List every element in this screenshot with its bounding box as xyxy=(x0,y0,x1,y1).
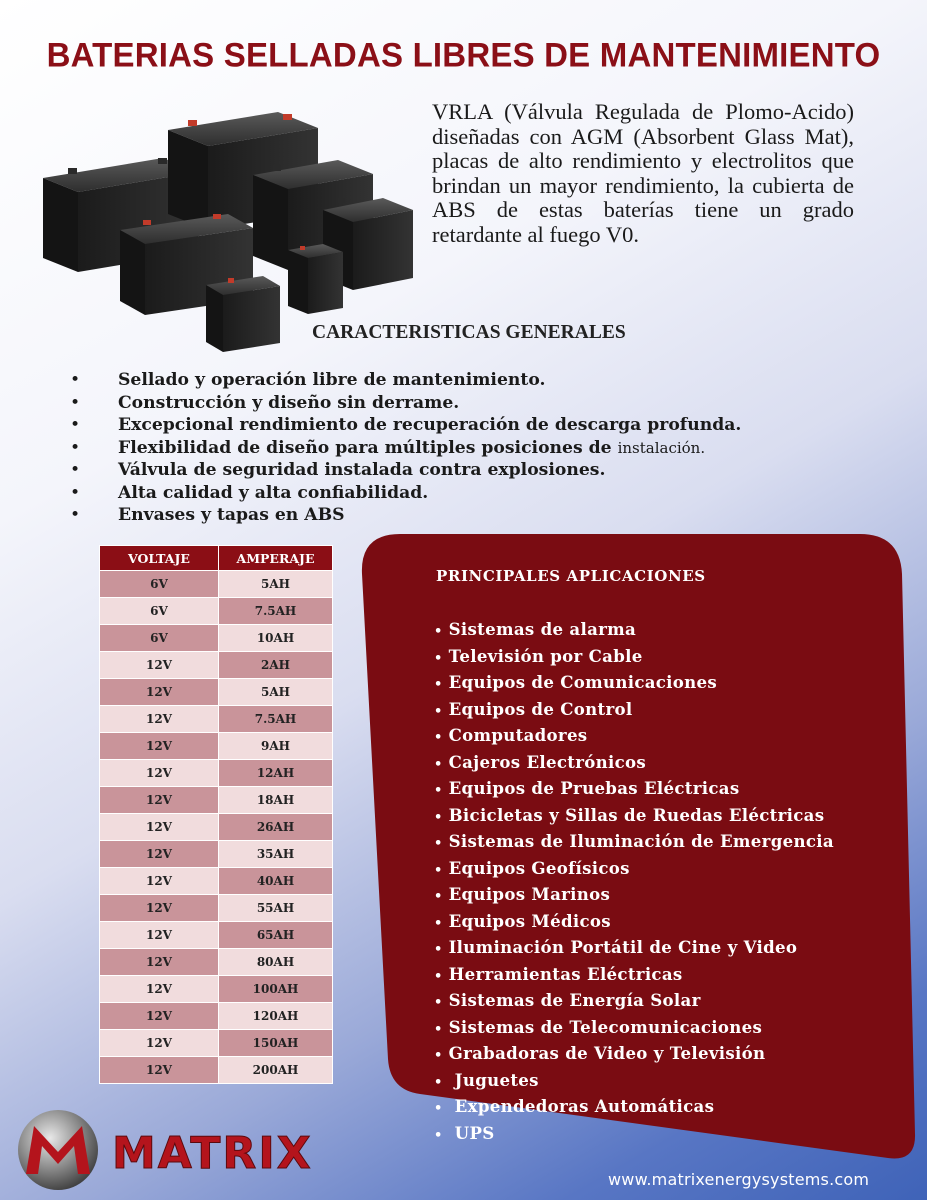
voltage-cell: 6V xyxy=(100,625,219,652)
bullet-icon: • xyxy=(434,1101,443,1116)
amperage-cell: 12AH xyxy=(219,760,333,787)
amperage-cell: 26AH xyxy=(219,814,333,841)
bullet-icon: • xyxy=(434,1127,443,1143)
column-header-amperage: AMPERAJE xyxy=(219,546,333,571)
list-item: • Equipos de Control xyxy=(434,698,633,719)
table-row xyxy=(100,1057,333,1084)
amperage-cell: 200AH xyxy=(219,1057,333,1084)
voltage-cell: 12V xyxy=(100,949,219,976)
list-item: • Bicicletas y Sillas de Ruedas Eléctricas xyxy=(434,804,825,825)
website-link[interactable]: www.matrixenergysystems.com xyxy=(608,1170,870,1189)
bullet-icon: • xyxy=(70,482,81,503)
bullet-icon: • xyxy=(70,415,81,435)
feature-item: • Sellado y operación libre de mantenimiento. xyxy=(70,370,546,390)
voltage-cell: 12V xyxy=(100,679,219,706)
list-item: • Equipos de Comunicaciones xyxy=(434,672,718,692)
bullet-icon: • xyxy=(434,703,443,719)
list-item: • Juguetes xyxy=(434,1069,539,1090)
voltage-cell: 6V xyxy=(100,598,219,625)
features-list xyxy=(70,370,741,528)
column-header-voltage: VOLTAJE xyxy=(100,546,219,571)
amperage-cell: 80AH xyxy=(219,949,333,976)
voltage-cell: 12V xyxy=(100,922,219,949)
amperage-cell: 5AH xyxy=(219,571,333,598)
applications-list xyxy=(434,619,834,1149)
amperage-cell: 9AH xyxy=(219,733,333,760)
list-item: • Cajeros Electrónicos xyxy=(434,751,647,772)
list-item: • Equipos Médicos xyxy=(434,910,611,931)
bullet-icon: • xyxy=(434,915,443,931)
table-row xyxy=(100,868,333,895)
feature-item: • Flexibilidad de diseño para múltiples posiciones de instalación. xyxy=(70,437,706,458)
bullet-icon: • xyxy=(434,809,443,825)
bullet-icon: • xyxy=(434,942,443,957)
table-header-row xyxy=(100,546,333,571)
voltage-cell: 12V xyxy=(100,733,219,760)
bullet-icon: • xyxy=(70,460,81,480)
voltage-cell: 12V xyxy=(100,814,219,841)
list-item: • Iluminación Portátil de Cine y Video xyxy=(434,937,798,957)
table-row xyxy=(100,1030,333,1057)
voltage-cell: 12V xyxy=(100,895,219,922)
voltage-cell: 12V xyxy=(100,787,219,814)
voltage-cell: 12V xyxy=(100,1003,219,1030)
voltage-cell: 12V xyxy=(100,760,219,787)
bullet-icon: • xyxy=(434,995,443,1010)
table-row xyxy=(100,841,333,868)
table-row xyxy=(100,949,333,976)
list-item: • Grabadoras de Video y Televisión xyxy=(434,1043,766,1063)
bullet-icon: • xyxy=(434,756,443,772)
voltage-cell: 6V xyxy=(100,571,219,598)
table-row xyxy=(100,814,333,841)
bullet-icon: • xyxy=(434,624,443,639)
voltage-cell: 12V xyxy=(100,1030,219,1057)
amperage-cell: 7.5AH xyxy=(219,598,333,625)
feature-item: • Válvula de seguridad instalada contra explosiones. xyxy=(70,460,606,480)
table-row xyxy=(100,787,333,814)
list-item: • Expendedoras Automáticas xyxy=(434,1096,715,1116)
amperage-cell: 150AH xyxy=(219,1030,333,1057)
matrix-sphere-icon xyxy=(18,1110,98,1190)
feature-item: • Envases y tapas en ABS xyxy=(70,505,345,525)
list-item: • Sistemas de alarma xyxy=(434,619,637,639)
feature-item: • Construcción y diseño sin derrame. xyxy=(70,392,460,413)
bullet-icon: • xyxy=(70,370,81,390)
voltage-cell: 12V xyxy=(100,841,219,868)
bullet-icon: • xyxy=(434,836,443,851)
bullet-icon: • xyxy=(434,1074,443,1090)
logo-text: MATRIX xyxy=(112,1128,313,1179)
list-item: • Sistemas de Telecomunicaciones xyxy=(434,1016,763,1037)
features-title: CARACTERISTICAS GENERALES xyxy=(312,322,626,343)
amperage-cell: 65AH xyxy=(219,922,333,949)
bullet-icon: • xyxy=(434,1021,443,1037)
table-row xyxy=(100,652,333,679)
page-title: BATERIAS SELLADAS LIBRES DE MANTENIMIENTO xyxy=(46,35,881,74)
voltage-cell: 12V xyxy=(100,1057,219,1084)
list-item: • Televisión por Cable xyxy=(434,645,643,666)
bullet-icon: • xyxy=(434,968,443,984)
table-row xyxy=(100,733,333,760)
table-row xyxy=(100,571,333,598)
list-item: • Sistemas de Iluminación de Emergencia xyxy=(434,831,834,851)
voltage-cell: 12V xyxy=(100,868,219,895)
table-row xyxy=(100,598,333,625)
feature-item: • Excepcional rendimiento de recuperación de descarga profunda. xyxy=(70,415,742,435)
list-item: • UPS xyxy=(434,1122,495,1143)
amperage-cell: 40AH xyxy=(219,868,333,895)
table-row xyxy=(100,1003,333,1030)
matrix-logo xyxy=(12,1104,362,1196)
list-item: • Equipos Marinos xyxy=(434,884,611,904)
amperage-cell: 35AH xyxy=(219,841,333,868)
table-row xyxy=(100,625,333,652)
bullet-icon: • xyxy=(434,783,443,798)
amperage-cell: 7.5AH xyxy=(219,706,333,733)
amperage-cell: 2AH xyxy=(219,652,333,679)
amperage-cell: 100AH xyxy=(219,976,333,1003)
list-item: • Herramientas Eléctricas xyxy=(434,963,683,984)
spec-table xyxy=(99,545,333,1084)
voltage-cell: 12V xyxy=(100,652,219,679)
intro-paragraph: VRLA (Válvula Regulada de Plomo-Acido) diseñadas con AGM (Absorbent Glass Mat), placas de alto rendimiento y electrolitos que brindan un mayor rendimiento, la cubierta de ABS de estas baterías tiene un grado retardante al fuego V0. xyxy=(432,99,854,247)
list-item: • Computadores xyxy=(434,725,588,745)
amperage-cell: 120AH xyxy=(219,1003,333,1030)
bullet-icon: • xyxy=(70,392,81,413)
bullet-icon: • xyxy=(434,650,443,666)
feature-item: • Alta calidad y alta confiabilidad. xyxy=(70,482,429,503)
bullet-icon: • xyxy=(434,862,443,878)
amperage-cell: 18AH xyxy=(219,787,333,814)
bullet-icon: • xyxy=(434,677,443,692)
amperage-cell: 10AH xyxy=(219,625,333,652)
table-row xyxy=(100,706,333,733)
table-row xyxy=(100,895,333,922)
bullet-icon: • xyxy=(434,889,443,904)
voltage-cell: 12V xyxy=(100,976,219,1003)
amperage-cell: 5AH xyxy=(219,679,333,706)
list-item: • Equipos de Pruebas Eléctricas xyxy=(434,778,740,798)
applications-title: PRINCIPALES APLICACIONES xyxy=(436,567,706,585)
amperage-cell: 55AH xyxy=(219,895,333,922)
bullet-icon: • xyxy=(434,1048,443,1063)
table-row xyxy=(100,976,333,1003)
bullet-icon: • xyxy=(70,505,81,525)
list-item: • Sistemas de Energía Solar xyxy=(434,990,701,1010)
table-row xyxy=(100,760,333,787)
bullet-icon: • xyxy=(70,437,81,458)
list-item: • Equipos Geofísicos xyxy=(434,857,630,878)
table-row xyxy=(100,922,333,949)
table-row xyxy=(100,679,333,706)
voltage-cell: 12V xyxy=(100,706,219,733)
bullet-icon: • xyxy=(434,730,443,745)
